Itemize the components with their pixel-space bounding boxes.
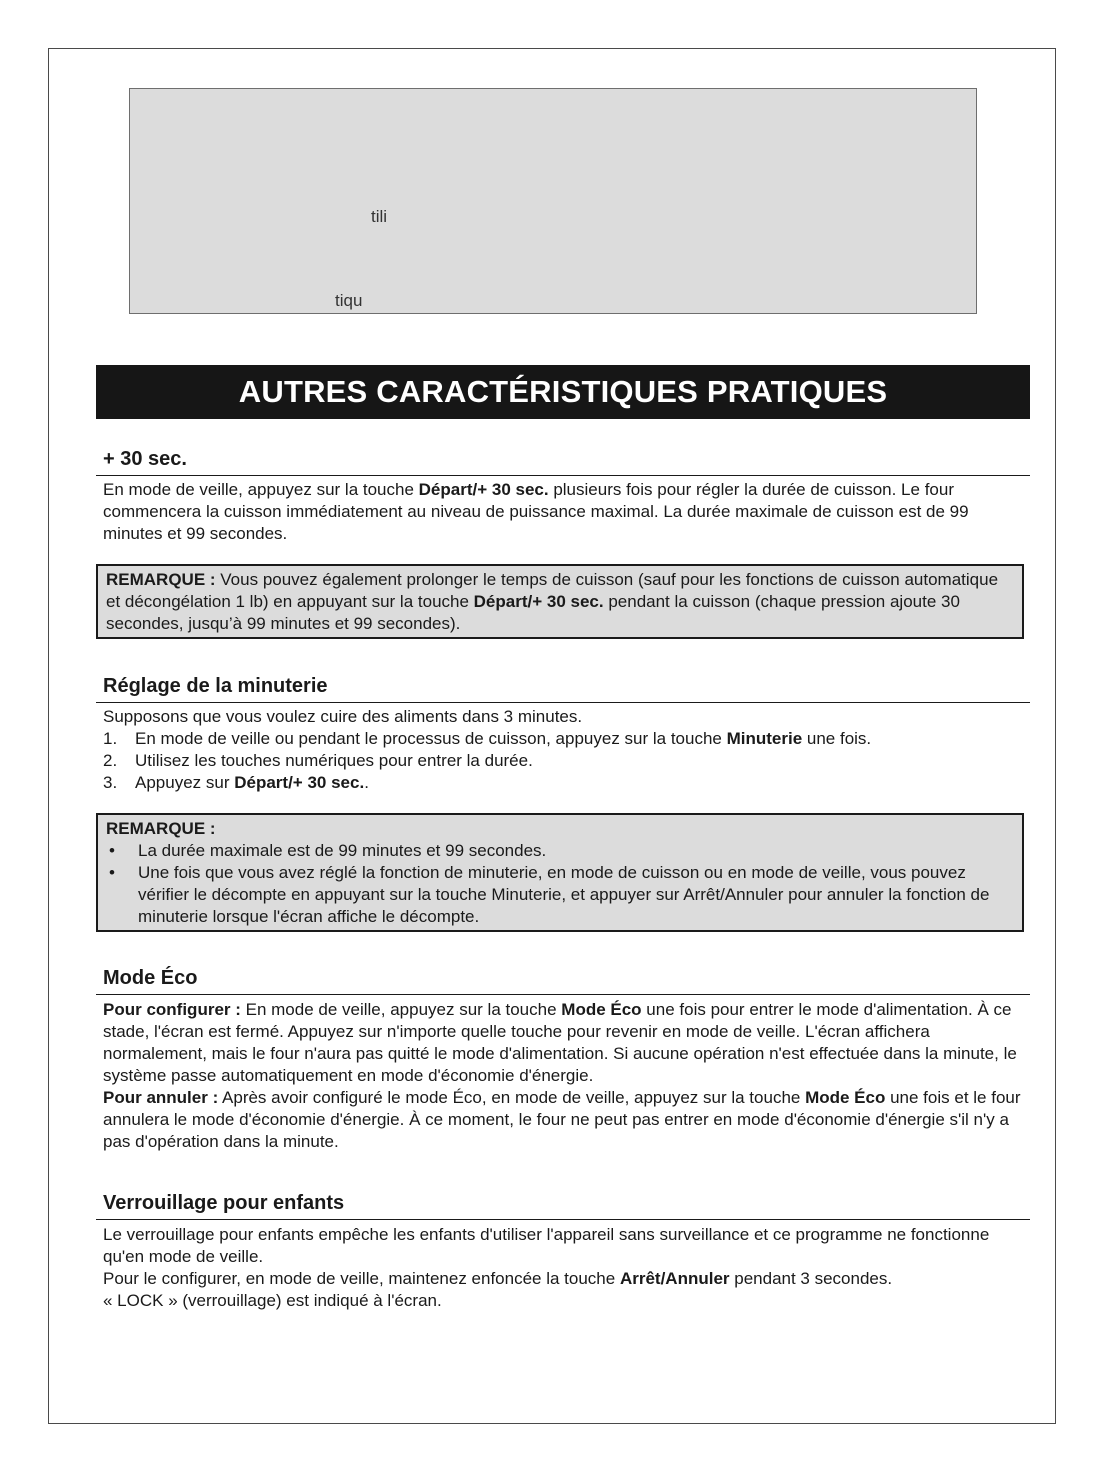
key-name: Mode Éco — [805, 1088, 886, 1107]
section-title-timer: Réglage de la minuterie — [96, 674, 1030, 703]
list-item: 1. En mode de veille ou pendant le processus de cuisson, appuyez sur la touche Minuterie une fois. — [103, 729, 872, 748]
list-item: 3. Appuyez sur Départ/+ 30 sec.. — [103, 773, 369, 792]
key-name: Départ/+ 30 sec. — [418, 480, 549, 499]
list-item: • Une fois que vous avez réglé la fonction de minuterie, en mode de cuisson ou en mode de veille, vous pouvez vérifier le décompte en appuyant sur la touche Minuterie, et appuyer sur Arrêt/Annuler pour annuler la fonction de minuterie lorsque l'écran affiche le décompte. — [109, 863, 990, 926]
section-title-eco: Mode Éco — [96, 966, 1030, 995]
text-fragment: tiqu — [335, 291, 363, 310]
list-item: 2. Utilisez les touches numériques pour entrer la durée. — [103, 751, 533, 770]
timer-steps — [103, 728, 1028, 794]
note-box-timer — [96, 813, 1024, 932]
key-name: Mode Éco — [561, 1000, 642, 1019]
config-label: Pour configurer : — [103, 1000, 241, 1019]
page-title-banner — [96, 365, 1030, 419]
section-body-timer — [103, 706, 1028, 794]
section-body-eco: Pour configurer : En mode de veille, appuyez sur la touche Mode Éco une fois pour entrer le mode d'alimentation. À ce stade, l'écran est fermé. Appuyez sur n'importe quelle touche pour revenir en mode de veille. L'écran affichera normalement, mais le four n'aura pas quitté le mode d'alimentation. Si aucune opération n'est effectuée dans la minute, le système passe automatiquement en mode d'économie d'énergie. Pour annuler : Après avoir configuré le mode Éco, en mode de veille, appuyez sur la touche Mode Éco une fois et le four annulera le mode d'économie d'énergie. À ce moment, le four ne peut pas entrer en mode d'économie d'énergie s'il n'y a pas d'opération dans la minute. — [103, 1000, 1021, 1151]
top-grey-box — [129, 88, 977, 314]
section-title-lock: Verrouillage pour enfants — [96, 1191, 1030, 1220]
section-body-30sec: En mode de veille, appuyez sur la touche Départ/+ 30 sec. plusieurs fois pour régler la durée de cuisson. Le four commencera la cuisson immédiatement au niveau de puissance maximal. La durée maximale de cuisson est de 99 minutes et 99 secondes. — [103, 480, 969, 543]
note-box-30sec: REMARQUE : Vous pouvez également prolonger le temps de cuisson (sauf pour les fonctions de cuisson automatique et décongélation 1 lb) en appuyant sur la touche Départ/+ 30 sec. pendant la cuisson (chaque pression ajoute 30 secondes, jusqu’à 99 minutes et 99 secondes). — [96, 564, 1024, 639]
section-title-30sec: + 30 sec. — [96, 447, 1030, 476]
section-body-lock: Le verrouillage pour enfants empêche les enfants d'utiliser l'appareil sans surveillance et ce programme ne fonctionne qu'en mode de veille. Pour le configurer, en mode de veille, maintenez enfoncée la touche Arrêt/Annuler pendant 3 secondes. « LOCK » (verrouillage) est indiqué à l'écran. — [103, 1225, 990, 1310]
list-item: • La durée maximale est de 99 minutes et 99 secondes. — [109, 841, 547, 860]
timer-intro: Supposons que vous voulez cuire des aliments dans 3 minutes. — [103, 707, 583, 726]
text-fragment: tili — [371, 207, 388, 226]
key-name: Arrêt/Annuler — [619, 1269, 730, 1288]
note-label: REMARQUE : — [106, 819, 216, 838]
cancel-label: Pour annuler : — [103, 1088, 219, 1107]
note-label: REMARQUE : — [106, 570, 216, 589]
note-bullets — [106, 840, 1014, 928]
key-name: Départ/+ 30 sec. — [473, 592, 604, 611]
page-title: AUTRES CARACTÉRISTIQUES PRATIQUES — [238, 374, 888, 409]
